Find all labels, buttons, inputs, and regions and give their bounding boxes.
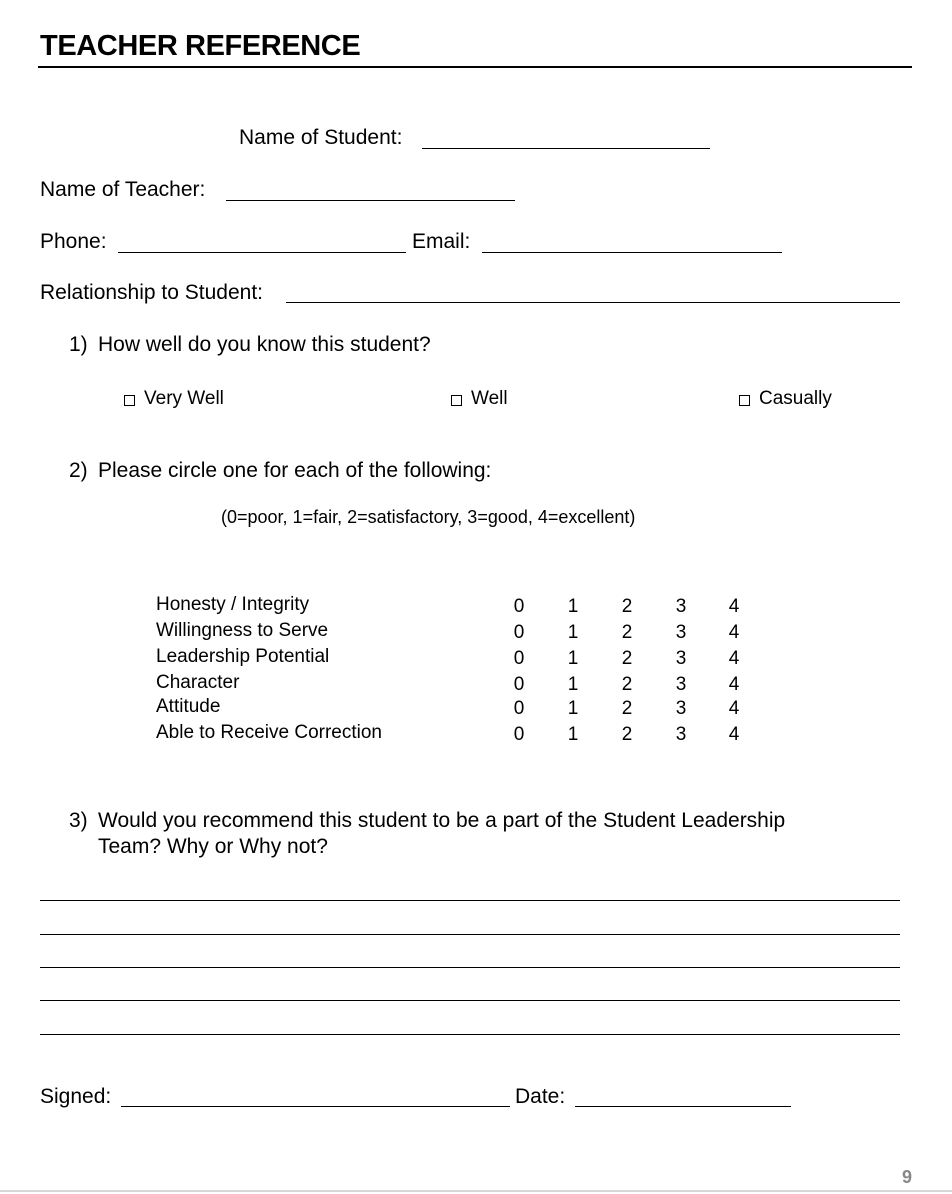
- criterion-label: Willingness to Serve: [156, 620, 329, 641]
- rating-1[interactable]: 1: [567, 698, 579, 719]
- question-1-number: 1): [69, 333, 88, 356]
- option-well-label: Well: [471, 388, 508, 409]
- question-3-text-line1: Would you recommend this student to be a part of the Student Leadership: [98, 809, 786, 832]
- rating-1[interactable]: 1: [567, 724, 579, 745]
- rating-row: [156, 620, 756, 646]
- date-label: Date:: [515, 1085, 566, 1108]
- rating-0[interactable]: 0: [513, 596, 525, 617]
- option-very-well[interactable]: [124, 388, 224, 410]
- rating-row: [156, 722, 756, 748]
- rating-4[interactable]: 4: [728, 596, 740, 617]
- rating-3[interactable]: 3: [675, 622, 687, 643]
- question-1-text: How well do you know this student?: [98, 333, 431, 356]
- title-underline: [38, 66, 912, 68]
- rating-1[interactable]: 1: [567, 622, 579, 643]
- student-name-field[interactable]: [422, 148, 710, 149]
- option-casually[interactable]: [739, 388, 832, 410]
- rating-2[interactable]: 2: [621, 622, 633, 643]
- response-line[interactable]: [40, 900, 900, 901]
- rating-row: [156, 646, 756, 672]
- rating-3[interactable]: 3: [675, 724, 687, 745]
- question-2-text: Please circle one for each of the following:: [98, 459, 492, 482]
- response-line[interactable]: [40, 1034, 900, 1035]
- checkbox-well[interactable]: [451, 395, 462, 406]
- option-casually-label: Casually: [759, 388, 832, 409]
- criterion-label: Honesty / Integrity: [156, 594, 310, 615]
- page-title: TEACHER REFERENCE: [40, 30, 361, 62]
- phone-field[interactable]: [118, 252, 406, 253]
- signature-field[interactable]: [121, 1106, 510, 1107]
- question-3-text-line2: Team? Why or Why not?: [98, 835, 328, 858]
- date-field[interactable]: [575, 1106, 791, 1107]
- question-3-number: 3): [69, 809, 88, 832]
- question-2-number: 2): [69, 459, 88, 482]
- rating-3[interactable]: 3: [675, 698, 687, 719]
- rating-2[interactable]: 2: [621, 596, 633, 617]
- rating-2[interactable]: 2: [621, 698, 633, 719]
- response-line[interactable]: [40, 967, 900, 968]
- option-well[interactable]: [451, 388, 508, 410]
- criterion-label: Leadership Potential: [156, 646, 330, 667]
- rating-0[interactable]: 0: [513, 648, 525, 669]
- rating-3[interactable]: 3: [675, 596, 687, 617]
- rating-1[interactable]: 1: [567, 674, 579, 695]
- email-label: Email:: [412, 230, 471, 253]
- student-name-label: Name of Student:: [239, 126, 403, 149]
- rating-3[interactable]: 3: [675, 648, 687, 669]
- rating-row: [156, 672, 756, 698]
- rating-0[interactable]: 0: [513, 724, 525, 745]
- rating-row: [156, 696, 756, 722]
- teacher-name-field[interactable]: [226, 200, 515, 201]
- email-field[interactable]: [482, 252, 782, 253]
- rating-4[interactable]: 4: [728, 724, 740, 745]
- rating-row: [156, 594, 756, 620]
- rating-2[interactable]: 2: [621, 648, 633, 669]
- rating-2[interactable]: 2: [621, 674, 633, 695]
- criterion-label: Able to Receive Correction: [156, 722, 382, 743]
- criterion-label: Attitude: [156, 696, 221, 717]
- response-line[interactable]: [40, 1000, 900, 1001]
- rating-2[interactable]: 2: [621, 724, 633, 745]
- option-very-well-label: Very Well: [144, 388, 224, 409]
- relationship-label: Relationship to Student:: [40, 281, 263, 304]
- checkbox-casually[interactable]: [739, 395, 750, 406]
- response-line[interactable]: [40, 934, 900, 935]
- rating-4[interactable]: 4: [728, 674, 740, 695]
- relationship-field[interactable]: [286, 302, 900, 303]
- rating-legend: (0=poor, 1=fair, 2=satisfactory, 3=good, 4=excellent): [221, 507, 636, 527]
- checkbox-very-well[interactable]: [124, 395, 135, 406]
- rating-1[interactable]: 1: [567, 596, 579, 617]
- rating-4[interactable]: 4: [728, 698, 740, 719]
- rating-0[interactable]: 0: [513, 622, 525, 643]
- rating-1[interactable]: 1: [567, 648, 579, 669]
- rating-0[interactable]: 0: [513, 698, 525, 719]
- phone-label: Phone:: [40, 230, 107, 253]
- page-number: 9: [901, 1167, 912, 1187]
- rating-3[interactable]: 3: [675, 674, 687, 695]
- signed-label: Signed:: [40, 1085, 112, 1108]
- page-bottom-rule: [0, 1190, 952, 1192]
- teacher-name-label: Name of Teacher:: [40, 178, 206, 201]
- rating-0[interactable]: 0: [513, 674, 525, 695]
- criterion-label: Character: [156, 672, 240, 693]
- rating-4[interactable]: 4: [728, 648, 740, 669]
- rating-4[interactable]: 4: [728, 622, 740, 643]
